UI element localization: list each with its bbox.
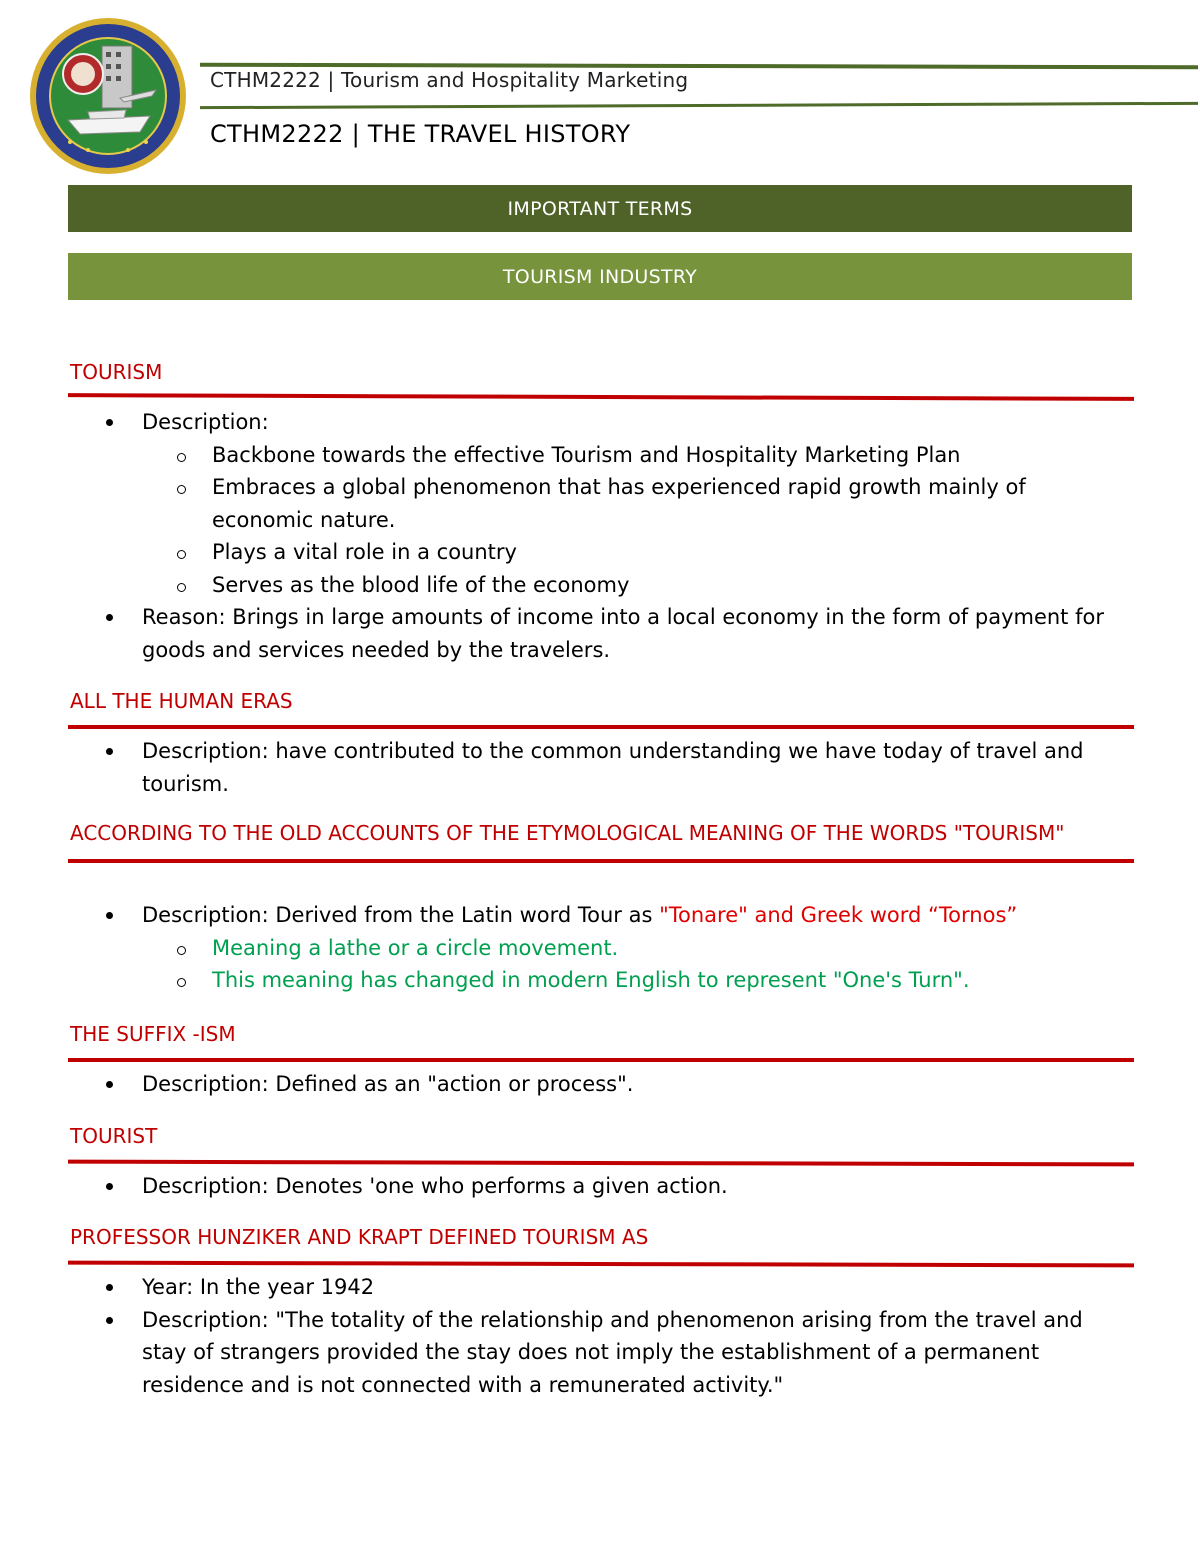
section-heading-suffix: THE SUFFIX -ISM xyxy=(70,1022,236,1046)
section-rule xyxy=(68,1160,1134,1167)
section-heading-human-eras: ALL THE HUMAN ERAS xyxy=(70,689,293,713)
list-item: Plays a vital role in a country xyxy=(142,536,1132,569)
list-item: Description: Denotes 'one who performs a given action. xyxy=(102,1170,1132,1203)
list-item: Year: In the year 1942 xyxy=(102,1271,1132,1304)
tourism-sub-list xyxy=(142,439,1132,602)
banner-important-terms-label: IMPORTANT TERMS xyxy=(507,197,693,220)
section-rule xyxy=(68,725,1134,729)
list-item xyxy=(102,899,1132,997)
list-item: Backbone towards the effective Tourism and Hospitality Marketing Plan xyxy=(142,439,1132,472)
section-rule xyxy=(68,1261,1134,1268)
section-rule xyxy=(68,393,1134,401)
document-title: CTHM2222 | THE TRAVEL HISTORY xyxy=(210,120,631,148)
list-item: Reason: Brings in large amounts of income into a local economy in the form of payment for goods and services needed by the travelers. xyxy=(102,601,1132,666)
list-item: Description: Defined as an "action or process". xyxy=(102,1068,1132,1101)
tourism-bullet-list xyxy=(102,406,1132,666)
header-rule-bottom xyxy=(200,102,1198,109)
tourist-bullet-list xyxy=(102,1170,1132,1203)
section-heading-hunziker: PROFESSOR HUNZIKER AND KRAPT DEFINED TOURISM AS xyxy=(70,1225,649,1249)
list-item: Serves as the blood life of the economy xyxy=(142,569,1132,602)
banner-important-terms xyxy=(68,185,1132,232)
etymology-highlight: "Tonare" and Greek word “Tornos” xyxy=(659,903,1018,927)
list-item: Embraces a global phenomenon that has experienced rapid growth mainly of economic nature. xyxy=(142,471,1132,536)
school-seal-logo xyxy=(28,16,188,176)
human-eras-bullet-list xyxy=(102,735,1132,800)
banner-tourism-industry xyxy=(68,253,1132,300)
section-heading-etymology: ACCORDING TO THE OLD ACCOUNTS OF THE ETYMOLOGICAL MEANING OF THE WORDS "TOURISM" xyxy=(70,821,1065,845)
banner-tourism-industry-label: TOURISM INDUSTRY xyxy=(502,265,698,288)
list-item: Description: "The totality of the relationship and phenomenon arising from the travel and stay of strangers provided the stay does not imply the establishment of a permanent residence and is not connected with a remunerated activity." xyxy=(102,1304,1132,1402)
section-rule xyxy=(68,1058,1134,1062)
description-label: Description: xyxy=(142,410,269,434)
list-item: Description: have contributed to the common understanding we have today of travel and tourism. xyxy=(102,735,1132,800)
section-rule xyxy=(68,859,1134,863)
etymology-description: Description: Derived from the Latin word Tour as xyxy=(142,903,660,927)
section-heading-tourist: TOURIST xyxy=(70,1124,158,1148)
hunziker-bullet-list xyxy=(102,1271,1132,1401)
suffix-bullet-list xyxy=(102,1068,1132,1101)
course-subtitle: CTHM2222 | Tourism and Hospitality Marketing xyxy=(210,68,689,92)
etymology-bullet-list xyxy=(102,899,1132,997)
etymology-sub-list xyxy=(142,932,1132,997)
list-item xyxy=(102,406,1132,601)
section-heading-tourism: TOURISM xyxy=(70,360,163,384)
list-item: Meaning a lathe or a circle movement. xyxy=(142,932,1132,965)
list-item: This meaning has changed in modern English to represent "One's Turn". xyxy=(142,964,1132,997)
